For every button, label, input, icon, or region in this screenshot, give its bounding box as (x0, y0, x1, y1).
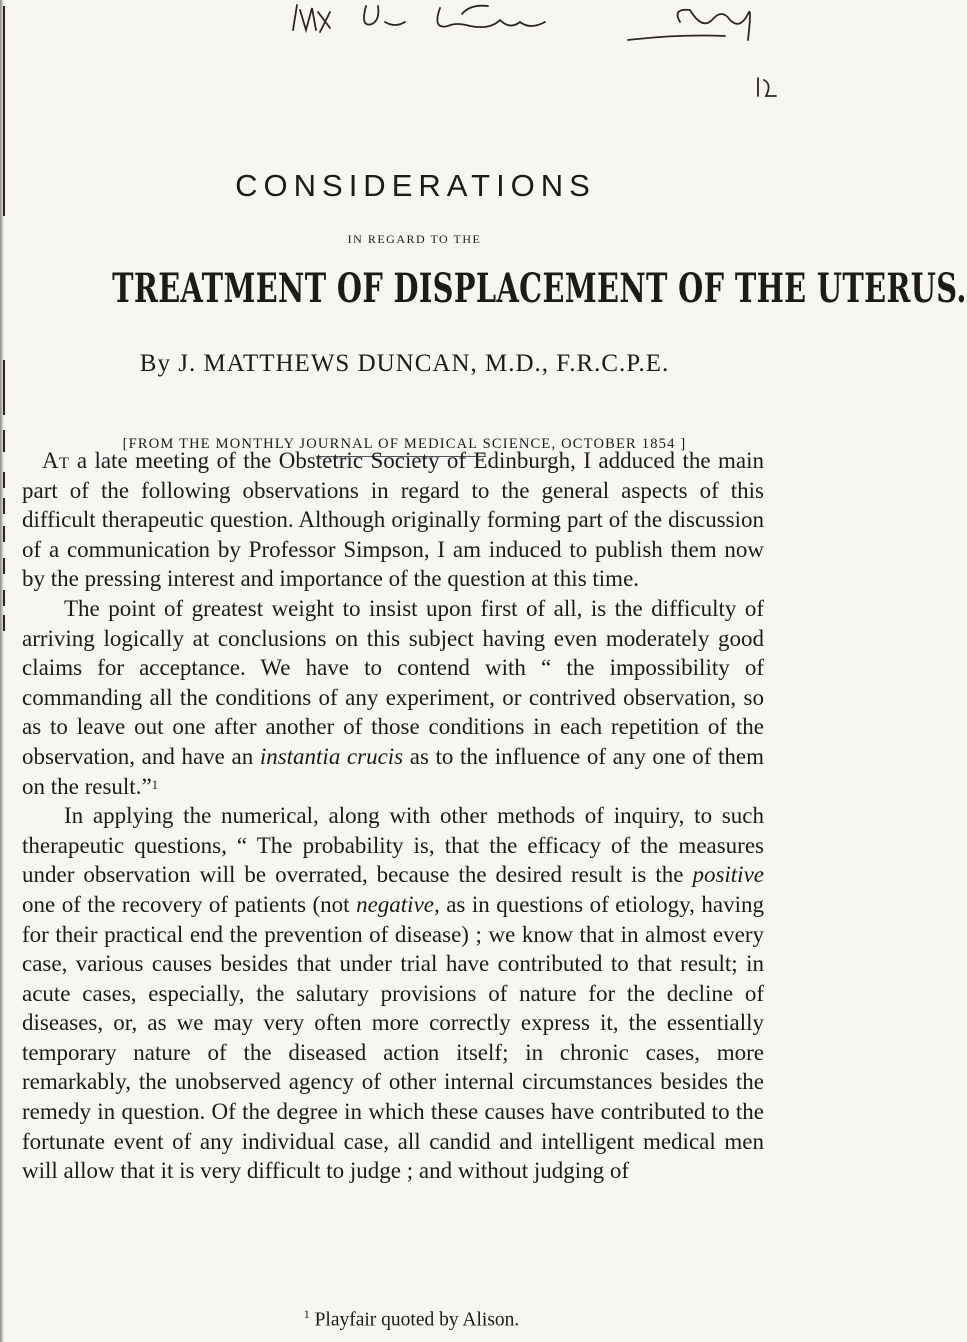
title-subhead: IN REGARD TO THE (347, 232, 482, 246)
author-name: J. MATTHEWS DUNCAN, M.D., F.R.C.P.E. (178, 350, 670, 377)
paragraph-1-lead: At (42, 448, 70, 473)
author-by: By (139, 350, 171, 377)
footnote-marker: 1 (303, 1307, 310, 1321)
paragraph-2 (22, 594, 764, 801)
source-citation: [FROM THE MONTHLY JOURNAL OF MEDICAL SCIENCE, OCTOBER 1854 ] (122, 436, 687, 452)
footnote (0, 1307, 801, 1332)
paragraph-1-text: a late meeting of the Obstetric Society of Edinburgh, I adduced the main part of the following observations in regard to the general aspects of this difficult therapeutic question. Although originally forming part of the discussion of a communication by Professor Simpson, I am induced to publish them now by the pressing interest and importance of the question at this time. (22, 448, 764, 592)
paragraph-3 (22, 801, 764, 1186)
footnote-text: Playfair quoted by Alison. (309, 1309, 520, 1331)
footnote-ref: 1 (151, 776, 159, 792)
document-title: CONSIDERATIONS (235, 168, 596, 203)
paragraph-2-text-b: as to the influence of any one of them on the result.” (22, 743, 764, 799)
body-text (22, 446, 764, 1186)
paragraph-3-text-b: one of the recovery of patients (not (22, 891, 357, 917)
paragraph-3-text-a: In applying the numerical, along with other methods of inquiry, to such therapeutic questions, “ The probability is, that the efficacy of the measures under observation will be overrated, because the desired result is the (22, 803, 764, 888)
author-line (0, 350, 801, 378)
paragraph-1 (22, 446, 764, 594)
paragraph-2-italic: instantia crucis (259, 743, 404, 769)
handwritten-inscription (0, 0, 801, 110)
main-title: TREATMENT OF DISPLACEMENT OF THE UTERUS. (112, 265, 967, 312)
paragraph-2-text-a: The point of greatest weight to insist upon first of all, is the difficulty of arriving logically at conclusions on this subject having even moderately good claims for acceptance. We have to contend with “ the impossibility of commanding all the conditions of any experiment, or contrived observation, so as to leave out one after another of those conditions in each repetition of the observation, and have an (22, 595, 764, 769)
paragraph-3-italic-negative: negative, (356, 891, 440, 917)
paragraph-3-text-c: as in questions of etiology, having for their practical end the prevention of disease) ; we know that in almost every case, various causes besides that under trial have contributed to that result; in acute cases, especially, the salutary provisions of nature for the decline of diseases, or, as we may very often more correctly express it, the essentially temporary nature of the diseased action itself; in chronic cases, more remarkably, the unobserved agency of other internal circumstances besides the remedy in question. Of the degree in which these causes have contributed to the fortunate event of any individual case, all candid and intelligent medical men will allow that it is very difficult to judge ; and without judging of (22, 891, 764, 1184)
title-block (0, 168, 967, 457)
paragraph-3-italic-positive: positive (692, 862, 764, 888)
